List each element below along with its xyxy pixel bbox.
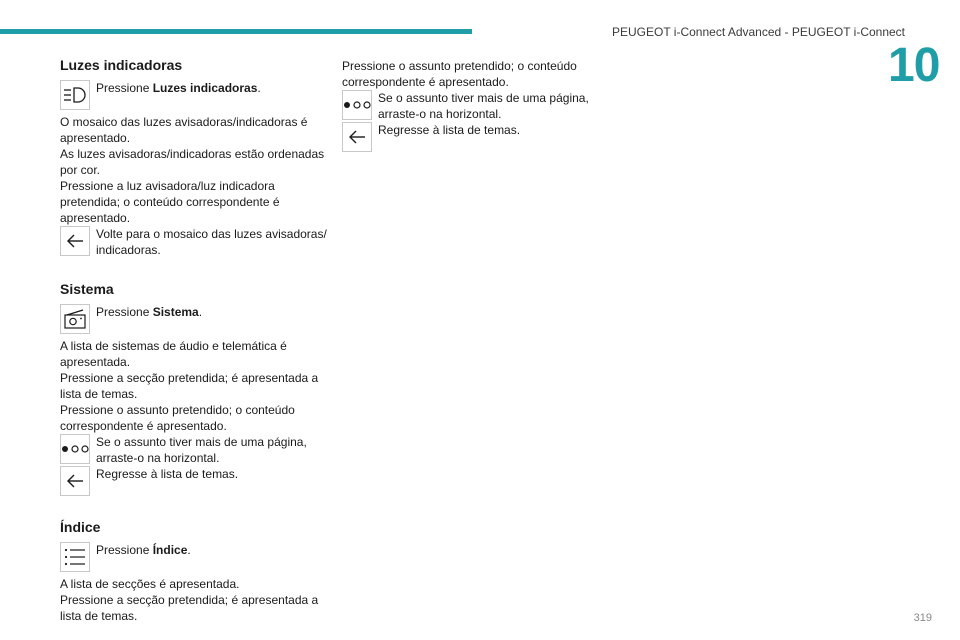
press-suffix: .	[257, 81, 261, 95]
paragraph: Pressione a luz avisadora/luz indicadora pretendida; o conteúdo correspondente é apresentado.	[60, 179, 280, 225]
press-prefix: Pressione	[96, 81, 153, 95]
back-arrow-icon	[60, 226, 90, 256]
paragraph: Pressione o assunto pretendido; o conteúdo correspondente é apresentado.	[60, 403, 295, 433]
chapter-number: 10	[888, 39, 940, 92]
dots-text: Se o assunto tiver mais de uma página, arraste-o na horizontal.	[378, 91, 589, 121]
paragraph: Pressione a secção pretendida; é apresentada a lista de temas.	[60, 371, 319, 401]
section-heading-sistema: Sistema	[60, 281, 114, 297]
page-dots-icon	[60, 434, 90, 464]
page-number: 319	[913, 612, 932, 624]
paragraph: As luzes avisadoras/indicadoras estão ordenadas por cor.	[60, 147, 325, 177]
paragraph: Pressione a secção pretendida; é apresentada a lista de temas.	[60, 593, 319, 623]
back-arrow-icon	[342, 122, 372, 152]
left-column	[60, 56, 335, 624]
section-heading-luzes: Luzes indicadoras	[60, 57, 183, 73]
header-title: PEUGEOT i-Connect Advanced - PEUGEOT i-Connect	[612, 25, 906, 39]
page-dots-row	[342, 90, 592, 122]
press-bold-label: Índice	[152, 543, 188, 557]
press-prefix: Pressione	[96, 305, 153, 319]
back-row	[60, 226, 335, 258]
radio-system-icon	[60, 304, 90, 334]
index-list-icon	[60, 542, 90, 572]
press-suffix: .	[187, 543, 191, 557]
paragraph: A lista de sistemas de áudio e telemática é apresentada.	[60, 339, 287, 369]
dots-text: Se o assunto tiver mais de uma página, arraste-o na horizontal.	[96, 435, 307, 465]
press-sistema-row	[60, 304, 335, 334]
press-luzes-row	[60, 80, 335, 110]
paragraph: O mosaico das luzes avisadoras/indicadoras é apresentado.	[60, 115, 308, 145]
header-accent-bar	[0, 29, 472, 34]
back-row	[342, 122, 592, 152]
paragraph: Pressione o assunto pretendido; o conteúdo correspondente é apresentado.	[342, 59, 577, 89]
press-bold-label: Sistema	[152, 305, 199, 319]
press-prefix: Pressione	[96, 543, 153, 557]
page-dots-row	[60, 434, 335, 466]
back-text: Regresse à lista de temas.	[378, 123, 521, 137]
press-indice-row	[60, 542, 335, 572]
paragraph: A lista de secções é apresentada.	[60, 577, 240, 591]
section-heading-indice: Índice	[60, 519, 101, 535]
back-text: Volte para o mosaico das luzes avisadoras/ indicadoras.	[96, 227, 327, 257]
right-column	[342, 58, 592, 152]
back-row	[60, 466, 335, 496]
press-suffix: .	[198, 305, 203, 319]
warning-lights-icon	[60, 80, 90, 110]
back-arrow-icon	[60, 466, 90, 496]
page-dots-icon	[342, 90, 372, 120]
press-bold-label: Luzes indicadoras	[152, 81, 258, 95]
back-text: Regresse à lista de temas.	[96, 467, 239, 481]
